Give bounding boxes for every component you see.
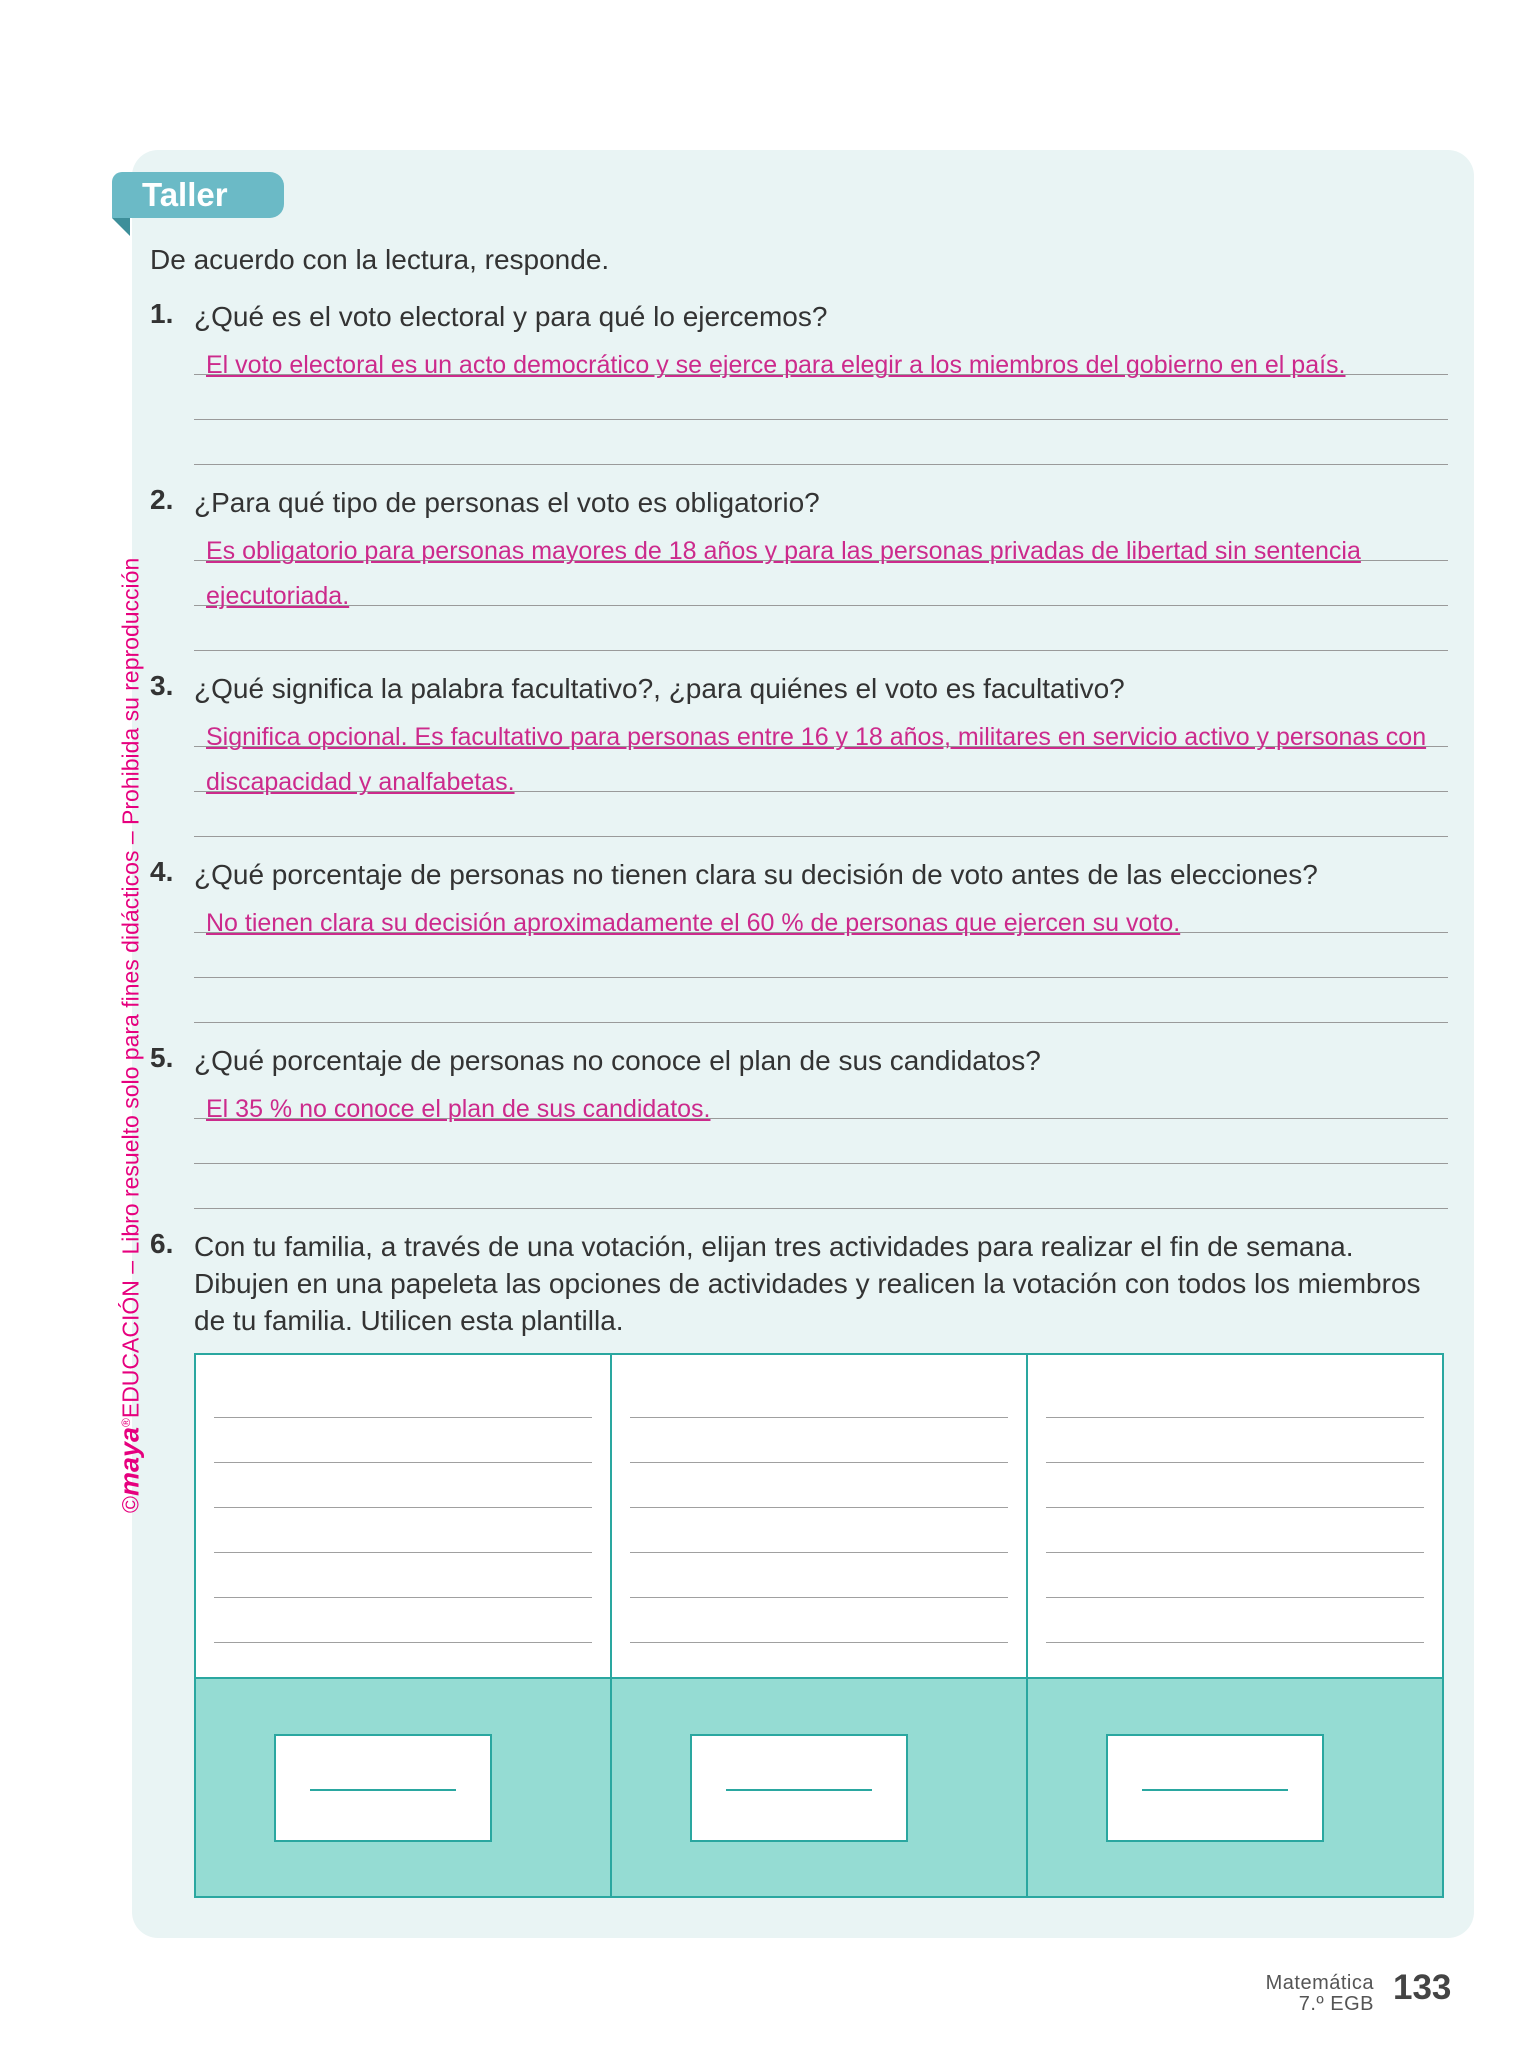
answer-line[interactable] bbox=[194, 978, 1448, 1023]
ballot-line bbox=[214, 1373, 592, 1418]
answer-line[interactable] bbox=[194, 375, 1448, 420]
question-text: ¿Qué significa la palabra facultativo?, ¿para quiénes el voto es facultativo? bbox=[194, 673, 1125, 704]
answer-text: Significa opcional. Es facultativo para personas entre 16 y 18 años, militares en servicio activo y personas con bbox=[206, 723, 1427, 751]
ballot-line bbox=[1046, 1598, 1424, 1643]
question-number: 3. bbox=[150, 670, 174, 701]
ballot-line bbox=[1046, 1373, 1424, 1418]
vote-line bbox=[310, 1789, 456, 1791]
answer-lines bbox=[194, 702, 1448, 837]
tab-fold bbox=[112, 218, 130, 236]
answer-line[interactable] bbox=[194, 606, 1448, 651]
grade-label: 7.º EGB bbox=[1298, 1993, 1374, 2015]
answer-text: ejecutoriada. bbox=[206, 582, 350, 610]
ballot-line bbox=[1046, 1508, 1424, 1553]
ballot-option-1 bbox=[196, 1355, 612, 1896]
sidebar-text: EDUCACIÓN – Libro resuelto solo para fines didácticos – Prohibida su reproducción bbox=[117, 557, 144, 1419]
vote-box[interactable] bbox=[690, 1734, 908, 1842]
ballot-line bbox=[214, 1463, 592, 1508]
ballot-writing-area[interactable] bbox=[196, 1355, 610, 1677]
ballot-line bbox=[1046, 1418, 1424, 1463]
ballot-line bbox=[214, 1418, 592, 1463]
ballot-line bbox=[214, 1598, 592, 1643]
footer-subject bbox=[1266, 1973, 1374, 2015]
answer-text: discapacidad y analfabetas. bbox=[206, 768, 515, 796]
question-text: ¿Qué porcentaje de personas no conoce el plan de sus candidatos? bbox=[194, 1045, 1041, 1076]
answer-line[interactable] bbox=[194, 747, 1448, 796]
answer-lines bbox=[194, 1074, 1448, 1209]
ballot-line bbox=[1046, 1463, 1424, 1508]
question-text: ¿Qué es el voto electoral y para qué lo ejercemos? bbox=[194, 301, 828, 332]
ballot-line bbox=[630, 1508, 1008, 1553]
ballot-vote-area bbox=[1028, 1677, 1442, 1896]
ballot-line bbox=[630, 1598, 1008, 1643]
vote-box[interactable] bbox=[1106, 1734, 1324, 1842]
question-number: 2. bbox=[150, 484, 174, 515]
answer-line[interactable] bbox=[194, 702, 1448, 751]
ballot-writing-area[interactable] bbox=[1028, 1355, 1442, 1677]
ballot-writing-area[interactable] bbox=[612, 1355, 1026, 1677]
taller-tab: Taller bbox=[112, 172, 284, 218]
sidebar-copyright-note bbox=[108, 553, 144, 1513]
ballot-line bbox=[214, 1508, 592, 1553]
ballot-line bbox=[630, 1373, 1008, 1418]
answer-text: El voto electoral es un acto democrático y se ejerce para elegir a los miembros del gobierno en el país. bbox=[206, 351, 1346, 379]
ballot-option-2 bbox=[612, 1355, 1028, 1896]
answer-line[interactable] bbox=[194, 933, 1448, 978]
question-number: 6. bbox=[150, 1228, 174, 1259]
ballot-option-3 bbox=[1028, 1355, 1442, 1896]
answer-line[interactable] bbox=[194, 330, 1448, 379]
instructions: De acuerdo con la lectura, responde. bbox=[150, 244, 610, 275]
subject-name: Matemática bbox=[1265, 1972, 1374, 1994]
ballot-line bbox=[630, 1553, 1008, 1598]
vote-line bbox=[1142, 1789, 1288, 1791]
ballot-vote-area bbox=[612, 1677, 1026, 1896]
vote-line bbox=[726, 1789, 872, 1791]
answer-lines bbox=[194, 516, 1448, 651]
answer-line[interactable] bbox=[194, 1074, 1448, 1123]
vote-box[interactable] bbox=[274, 1734, 492, 1842]
copyright-symbol: © bbox=[117, 1496, 144, 1513]
ballot-line bbox=[630, 1463, 1008, 1508]
answer-line[interactable] bbox=[194, 516, 1448, 565]
answer-line[interactable] bbox=[194, 1119, 1448, 1164]
question-number: 5. bbox=[150, 1042, 174, 1073]
answer-text: No tienen clara su decisión aproximadamente el 60 % de personas que ejercen su voto. bbox=[206, 909, 1181, 937]
answer-text: Es obligatorio para personas mayores de 18 años y para las personas privadas de libertad sin sentencia bbox=[206, 537, 1361, 565]
ballot-line bbox=[214, 1553, 592, 1598]
answer-lines bbox=[194, 330, 1448, 465]
answer-line[interactable] bbox=[194, 561, 1448, 610]
ballot-line bbox=[1046, 1553, 1424, 1598]
question-number: 1. bbox=[150, 298, 174, 329]
page-number: 133 bbox=[1393, 1968, 1452, 2007]
answer-line[interactable] bbox=[194, 420, 1448, 465]
ballot-vote-area bbox=[196, 1677, 610, 1896]
question-number: 4. bbox=[150, 856, 174, 887]
answer-lines bbox=[194, 888, 1448, 1023]
answer-line[interactable] bbox=[194, 888, 1448, 937]
ballot-template bbox=[194, 1353, 1444, 1898]
registered-mark: ® bbox=[119, 1418, 133, 1427]
ballot-line bbox=[630, 1418, 1008, 1463]
question-text: ¿Qué porcentaje de personas no tienen clara su decisión de voto antes de las elecciones? bbox=[194, 859, 1318, 890]
question-text: ¿Para qué tipo de personas el voto es obligatorio? bbox=[194, 487, 820, 518]
answer-text: El 35 % no conoce el plan de sus candidatos. bbox=[206, 1095, 711, 1123]
brand-logo: maya bbox=[114, 1426, 145, 1497]
question-text: Con tu familia, a través de una votación, elijan tres actividades para realizar el fin de semana. Dibujen en una papeleta las opciones de actividades y realicen la votación con todos los miembros de tu familia. Utilicen esta plantilla. bbox=[194, 1231, 1421, 1336]
answer-line[interactable] bbox=[194, 1164, 1448, 1209]
answer-line[interactable] bbox=[194, 792, 1448, 837]
